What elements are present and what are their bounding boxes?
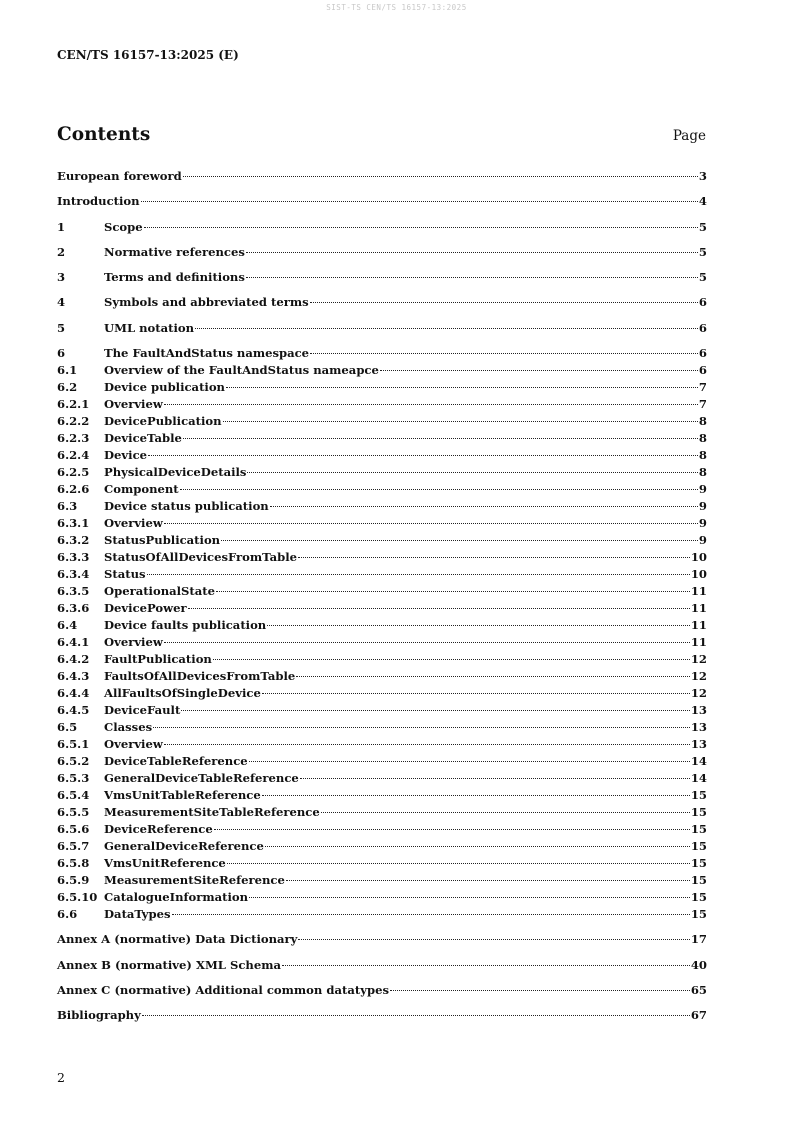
toc-entry-title: Annex A (normative) Data Dictionary [57, 932, 298, 947]
toc-entry-page: 6 [698, 346, 707, 361]
toc-entry-title: DeviceTable [104, 431, 182, 446]
toc-entry-title: PhysicalDeviceDetails [104, 465, 247, 480]
toc-entry-title: Terms and definitions [104, 270, 245, 285]
toc-entry-title: DevicePublication [104, 414, 222, 429]
toc-entry-title: GeneralDeviceReference [104, 839, 264, 854]
toc-entry-number: 6.3.1 [57, 516, 90, 531]
toc-entry[interactable] [57, 889, 707, 906]
toc-entry[interactable] [57, 787, 707, 804]
toc-entry-number: 6.2.1 [57, 397, 90, 412]
toc-entry[interactable] [57, 269, 707, 294]
toc-entry[interactable] [57, 821, 707, 838]
toc-entry-title: StatusOfAllDevicesFromTable [104, 550, 298, 565]
dot-leader [247, 472, 697, 473]
page-number: 2 [57, 1070, 65, 1085]
toc-entry-title: Annex C (normative) Additional common datatypes [57, 982, 389, 997]
dot-leader [188, 608, 690, 609]
dot-leader [227, 863, 690, 864]
dot-leader [164, 404, 698, 405]
toc-entry-page: 8 [698, 431, 707, 446]
toc-entry-number: 6.3.3 [57, 550, 90, 565]
toc-entry-number: 6.5.5 [57, 805, 90, 820]
dot-leader [216, 591, 690, 592]
toc-entry[interactable] [57, 583, 707, 600]
dot-leader [298, 939, 689, 940]
toc-entry-title: Overview [104, 397, 163, 412]
toc-entry-number: 6.3 [57, 499, 78, 514]
toc-entry-number: 6.5.3 [57, 771, 90, 786]
toc-entry-page: 13 [690, 720, 707, 735]
toc-entry[interactable] [57, 219, 707, 244]
toc-entry[interactable] [57, 719, 707, 736]
toc-entry-page: 12 [690, 652, 707, 667]
toc-entry-page: 10 [690, 567, 707, 582]
toc-entry-page: 9 [698, 533, 707, 548]
dot-leader [147, 574, 690, 575]
toc-entry[interactable] [57, 651, 707, 668]
toc-entry-title: DeviceFault [104, 703, 181, 718]
toc-entry[interactable] [57, 430, 707, 447]
dot-leader [221, 540, 698, 541]
dot-leader [183, 176, 698, 177]
toc-entry-title: Scope [104, 219, 143, 234]
dot-leader [267, 625, 690, 626]
toc-entry[interactable] [57, 320, 707, 345]
toc-entry-page: 12 [690, 686, 707, 701]
toc-entry-title: Status [104, 567, 146, 582]
toc-entry-number: 6.1 [57, 363, 78, 378]
dot-leader [183, 438, 698, 439]
dot-leader [246, 252, 698, 253]
dot-leader [164, 642, 690, 643]
toc-entry-title: Overview [104, 516, 163, 531]
dot-leader [321, 812, 690, 813]
toc-entry-number: 6.2.5 [57, 465, 90, 480]
toc-entry[interactable] [57, 345, 707, 362]
toc-entry[interactable] [57, 379, 707, 396]
toc-entry-page: 14 [690, 754, 707, 769]
toc-entry-title: Normative references [104, 244, 245, 259]
toc-entry-title: Introduction [57, 194, 140, 209]
toc-entry-page: 15 [690, 873, 707, 888]
toc-entry-page: 9 [698, 482, 707, 497]
toc-entry-title: VmsUnitReference [104, 856, 226, 871]
toc-entry[interactable] [57, 515, 707, 532]
toc-entry[interactable] [57, 906, 707, 931]
dot-leader [148, 455, 698, 456]
toc-entry-number: 6.5.9 [57, 873, 90, 888]
toc-entry-page: 12 [690, 669, 707, 684]
toc-entry-title: Bibliography [57, 1008, 141, 1023]
toc-entry-title: Overview [104, 737, 163, 752]
toc-entry-page: 8 [698, 414, 707, 429]
toc-entry-title: Symbols and abbreviated terms [104, 295, 309, 310]
toc-entry-number: 6.5.2 [57, 754, 90, 769]
toc-entry-number: 4 [57, 295, 66, 310]
toc-entry-page: 9 [698, 499, 707, 514]
dot-leader [296, 676, 690, 677]
toc-entry[interactable] [57, 481, 707, 498]
dot-leader [282, 965, 690, 966]
dot-leader [286, 880, 690, 881]
dot-leader [310, 353, 698, 354]
toc-entry-title: MeasurementSiteReference [104, 873, 285, 888]
toc-entry-number: 6.5 [57, 720, 78, 735]
toc-entry-title: GeneralDeviceTableReference [104, 771, 299, 786]
dot-leader [298, 557, 690, 558]
toc-entry-title: Overview of the FaultAndStatus nameapce [104, 363, 379, 378]
toc-entry-number: 6 [57, 346, 66, 361]
toc-entry-number: 6.4.1 [57, 635, 90, 650]
dot-leader [249, 761, 690, 762]
toc-entry[interactable] [57, 549, 707, 566]
toc-entry[interactable] [57, 294, 707, 319]
dot-leader [214, 829, 690, 830]
toc-entry[interactable] [57, 168, 707, 193]
dot-leader [164, 523, 698, 524]
dot-leader [141, 201, 698, 202]
toc-entry[interactable] [57, 753, 707, 770]
toc-entry-number: 6.2.2 [57, 414, 90, 429]
toc-entry[interactable] [57, 566, 707, 583]
toc-entry-page: 10 [690, 550, 707, 565]
toc-entry-page: 15 [690, 907, 707, 922]
toc-entry[interactable] [57, 685, 707, 702]
toc-entry-number: 6.2.3 [57, 431, 90, 446]
toc-entry[interactable] [57, 447, 707, 464]
toc-entry[interactable] [57, 193, 707, 218]
toc-entry[interactable] [57, 396, 707, 413]
toc-entry-page: 67 [690, 1008, 707, 1023]
toc-entry-title: StatusPublication [104, 533, 221, 548]
contents-heading: Contents [57, 124, 151, 145]
dot-leader [310, 302, 698, 303]
toc-entry-page: 40 [690, 957, 707, 972]
toc-entry[interactable] [57, 931, 707, 956]
toc-entry[interactable] [57, 498, 707, 515]
toc-entry-title: Device status publication [104, 499, 269, 514]
toc-entry-title: OperationalState [104, 584, 216, 599]
dot-leader [144, 227, 698, 228]
toc-entry-title: MeasurementSiteTableReference [104, 805, 320, 820]
dot-leader [270, 506, 698, 507]
toc-entry-number: 6.2.6 [57, 482, 90, 497]
dot-leader [380, 370, 698, 371]
toc-entry-page: 3 [698, 169, 707, 183]
toc-entry-title: Device faults publication [104, 618, 267, 633]
dot-leader [300, 778, 690, 779]
toc-entry-page: 6 [698, 295, 707, 310]
dot-leader [195, 328, 698, 329]
toc-entry-number: 6.5.6 [57, 822, 90, 837]
toc-entry-page: 11 [690, 584, 707, 599]
toc-entry-number: 6.3.4 [57, 567, 90, 582]
toc-entry-page: 7 [698, 397, 707, 412]
dot-leader [180, 489, 698, 490]
toc-entry-number: 1 [57, 219, 66, 234]
toc-entry-title: UML notation [104, 320, 195, 335]
toc-entry-number: 6.4.2 [57, 652, 90, 667]
toc-entry[interactable] [57, 872, 707, 889]
toc-entry-page: 13 [690, 737, 707, 752]
toc-entry-page: 65 [690, 982, 707, 997]
dot-leader [226, 387, 698, 388]
dot-leader [164, 744, 690, 745]
toc-entry-number: 6.2.4 [57, 448, 90, 463]
toc-entry-title: DataTypes [104, 907, 171, 922]
toc-entry[interactable] [57, 736, 707, 753]
toc-entry-title: DeviceReference [104, 822, 213, 837]
toc-entry-title: Classes [104, 720, 153, 735]
toc-entry-page: 6 [698, 363, 707, 378]
toc-entry[interactable] [57, 1007, 707, 1032]
toc-entry-page: 5 [698, 270, 707, 285]
toc-entry[interactable] [57, 702, 707, 719]
toc-entry-page: 7 [698, 380, 707, 395]
toc-entry-page: 15 [690, 890, 707, 905]
dot-leader [262, 693, 690, 694]
table-of-contents [57, 168, 707, 1033]
toc-entry-number: 6.2 [57, 380, 78, 395]
toc-entry-number: 6.6 [57, 907, 78, 922]
dot-leader [153, 727, 690, 728]
toc-entry-page: 15 [690, 822, 707, 837]
toc-entry-page: 14 [690, 771, 707, 786]
dot-leader [262, 795, 690, 796]
toc-entry-page: 5 [698, 244, 707, 259]
toc-entry-page: 15 [690, 805, 707, 820]
document-id-header: CEN/TS 16157-13:2025 (E) [57, 48, 239, 62]
toc-entry-page: 8 [698, 448, 707, 463]
toc-entry[interactable] [57, 532, 707, 549]
toc-entry-title: FaultPublication [104, 652, 212, 667]
dot-leader [265, 846, 690, 847]
toc-entry-number: 5 [57, 320, 66, 335]
dot-leader [213, 659, 690, 660]
dot-leader [249, 897, 690, 898]
toc-entry-number: 3 [57, 270, 66, 285]
toc-entry-title: CatalogueInformation [104, 890, 249, 905]
toc-entry[interactable] [57, 634, 707, 651]
toc-entry-number: 6.3.6 [57, 601, 90, 616]
dot-leader [172, 914, 690, 915]
toc-entry-page: 4 [698, 194, 707, 209]
toc-entry-page: 11 [690, 635, 707, 650]
dot-leader [246, 277, 698, 278]
toc-entry-page: 15 [690, 839, 707, 854]
toc-entry[interactable] [57, 362, 707, 379]
toc-entry-number: 6.5.8 [57, 856, 90, 871]
toc-entry-number: 6.5.7 [57, 839, 90, 854]
toc-entry[interactable] [57, 600, 707, 617]
toc-entry-number: 6.5.10 [57, 890, 98, 905]
toc-entry[interactable] [57, 855, 707, 872]
toc-entry-page: 8 [698, 465, 707, 480]
toc-entry-title: The FaultAndStatus namespace [104, 346, 310, 361]
toc-entry-page: 17 [690, 932, 707, 947]
toc-entry-title: Annex B (normative) XML Schema [57, 957, 281, 972]
toc-entry-title: Component [104, 482, 179, 497]
page-column-label: Page [672, 128, 706, 144]
toc-entry-number: 6.3.2 [57, 533, 90, 548]
toc-entry[interactable] [57, 617, 707, 634]
toc-entry-number: 6.5.1 [57, 737, 90, 752]
toc-entry-title: DevicePower [104, 601, 187, 616]
toc-entry[interactable] [57, 464, 707, 481]
toc-entry-page: 11 [690, 601, 707, 616]
toc-entry-title: Overview [104, 635, 163, 650]
toc-entry-page: 5 [698, 219, 707, 234]
toc-entry-page: 13 [690, 703, 707, 718]
toc-entry[interactable] [57, 413, 707, 430]
toc-entry-title: FaultsOfAllDevicesFromTable [104, 669, 296, 684]
toc-entry-number: 6.3.5 [57, 584, 90, 599]
dot-leader [181, 710, 690, 711]
toc-entry[interactable] [57, 668, 707, 685]
dot-leader [223, 421, 698, 422]
toc-entry-page: 15 [690, 788, 707, 803]
toc-entry-number: 6.5.4 [57, 788, 90, 803]
toc-entry[interactable] [57, 770, 707, 787]
toc-entry[interactable] [57, 244, 707, 269]
toc-entry[interactable] [57, 982, 707, 1007]
toc-entry-number: 2 [57, 244, 66, 259]
toc-entry-page: 6 [698, 320, 707, 335]
toc-entry-page: 15 [690, 856, 707, 871]
toc-entry[interactable] [57, 838, 707, 855]
toc-entry-title: VmsUnitTableReference [104, 788, 261, 803]
watermark: SIST-TS CEN/TS 16157-13:2025 [326, 3, 467, 12]
toc-entry-number: 6.4.5 [57, 703, 90, 718]
toc-entry[interactable] [57, 957, 707, 982]
toc-entry-title: DeviceTableReference [104, 754, 248, 769]
dot-leader [142, 1015, 690, 1016]
toc-entry-page: 9 [698, 516, 707, 531]
toc-entry-title: Device publication [104, 380, 225, 395]
toc-entry-number: 6.4.4 [57, 686, 90, 701]
toc-entry-number: 6.4 [57, 618, 78, 633]
toc-entry[interactable] [57, 804, 707, 821]
dot-leader [390, 990, 690, 991]
toc-entry-title: European foreword [57, 169, 182, 183]
toc-entry-number: 6.4.3 [57, 669, 90, 684]
toc-entry-page: 11 [690, 618, 707, 633]
toc-entry-title: AllFaultsOfSingleDevice [104, 686, 261, 701]
toc-entry-title: Device [104, 448, 148, 463]
